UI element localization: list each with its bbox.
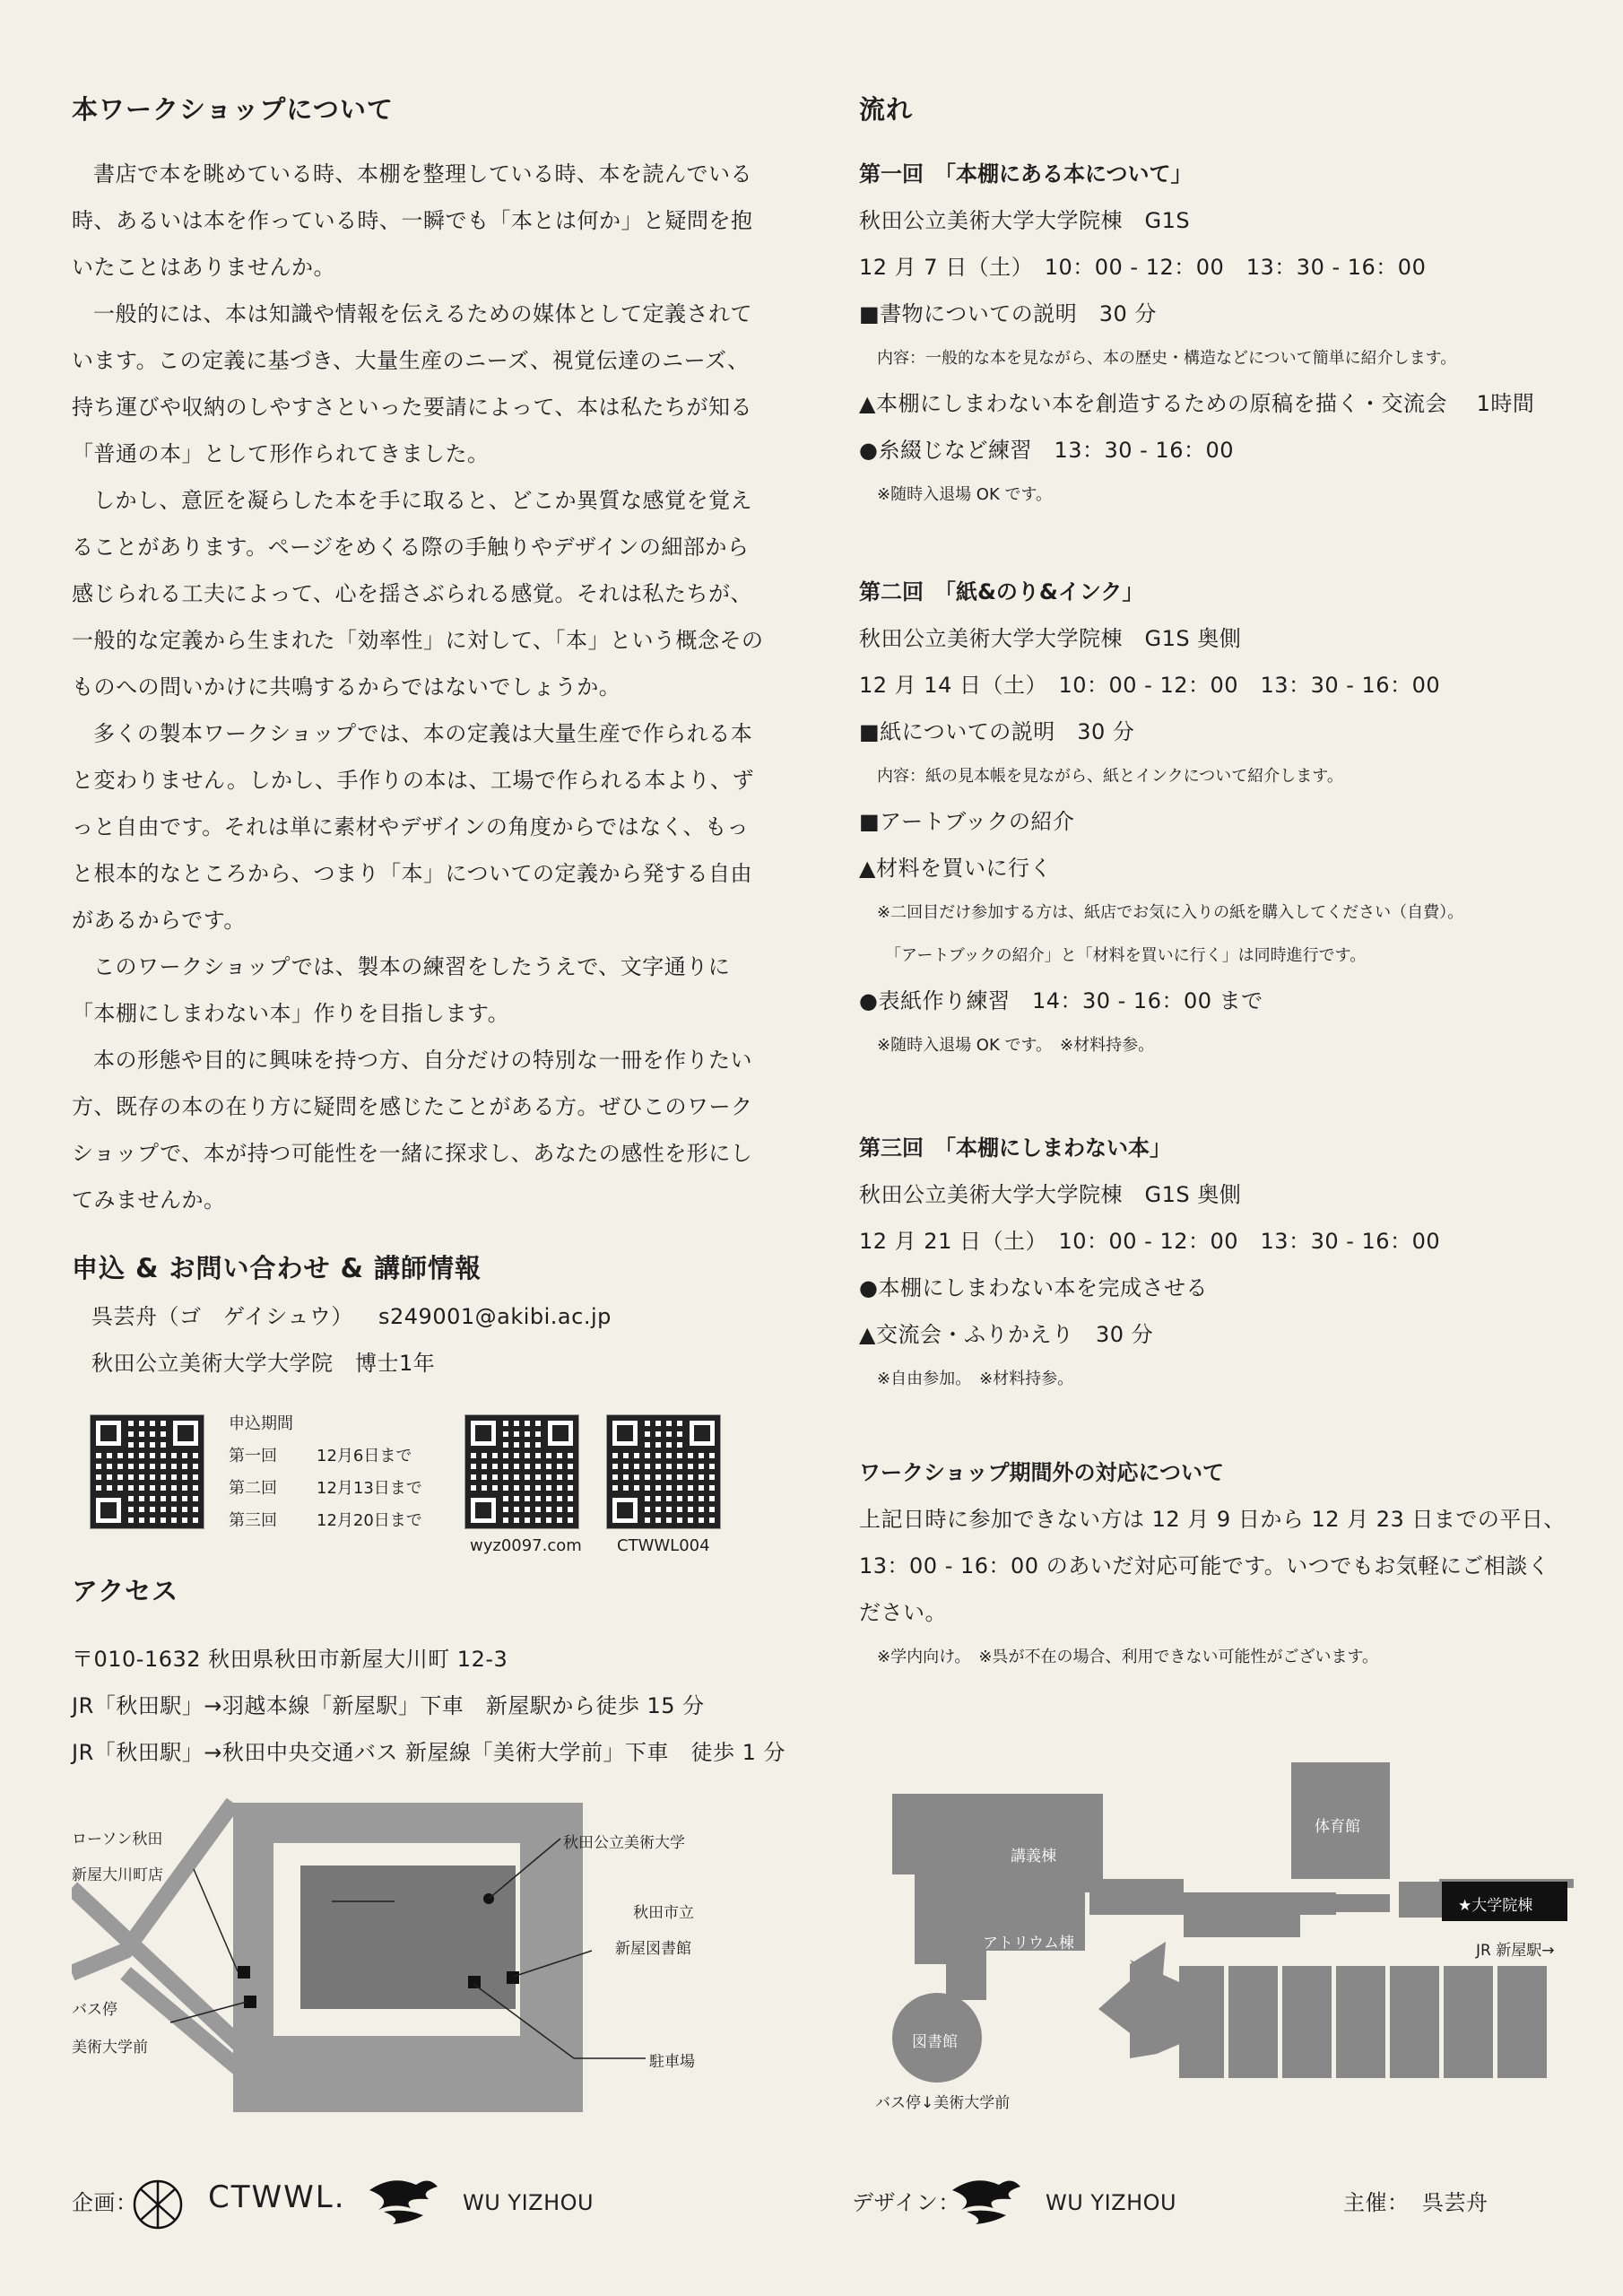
campus-map xyxy=(861,1758,1578,2117)
session-title: 第三回 「本棚にしまわない本」 xyxy=(859,1135,1171,1161)
session-item: ■紙についての説明 30 分 xyxy=(859,719,1135,744)
outside-text: ださい。 xyxy=(859,1600,947,1625)
instructor-email[interactable]: s249001@akibi.ac.jp xyxy=(378,1304,612,1329)
access-address: 〒010-1632 秋田県秋田市新屋大川町 12-3 xyxy=(72,1647,508,1672)
session-date: 12 月 21 日（土） 10：00 - 12：00 13：30 - 16：00 xyxy=(859,1229,1441,1254)
schedule-label: 第三回 xyxy=(229,1511,277,1530)
access-route-train: JR「秋田駅」→羽越本線「新屋駅」下車 新屋駅から徒歩 15 分 xyxy=(72,1693,705,1718)
schedule-date: 12月6日まで xyxy=(317,1447,412,1465)
session-note: 内容：一般的な本を見ながら、本の歴史・構造などについて簡単に紹介します。 xyxy=(877,349,1457,368)
access-route-bus: JR「秋田駅」→秋田中央交通バス 新屋線「美術大学前」下車 徒歩 1 分 xyxy=(72,1740,786,1765)
schedule-list xyxy=(229,1440,422,1537)
about-paragraph: 一般的には、本は知識や情報を伝えるための媒体として定義されています。この定義に基づき、大量生産のニーズ、視覚伝達のニーズ、持ち運びや収納のしやすさといった要請によって、本は私たちが知る「普通の本」として形作られてきました。 xyxy=(72,301,753,466)
outside-text: 上記日時に参加できない方は 12 月 9 日から 12 月 23 日までの平日、 xyxy=(859,1507,1566,1532)
session-place: 秋田公立美術大学大学院棟 G1S 奥側 xyxy=(859,1182,1242,1207)
session-item: ■書物についての説明 30 分 xyxy=(859,301,1157,326)
schedule-date: 12月13日まで xyxy=(317,1479,422,1498)
session-item: ▲材料を買いに行く xyxy=(859,856,1052,881)
map-label-grad-building: ★大学院棟 xyxy=(1458,1897,1533,1915)
designer-name: WU YIZHOU xyxy=(1046,2190,1177,2215)
planning-label: 企画： xyxy=(72,2190,138,2215)
session-date: 12 月 14 日（土） 10：00 - 12：00 13：30 - 16：00 xyxy=(859,673,1441,698)
session-note: ※二回目だけ参加する方は、紙店でお気に入りの紙を購入してください（自費）。 xyxy=(877,903,1464,922)
brush-logo-icon xyxy=(366,2172,441,2231)
map-label-lecture-hall: 講義棟 xyxy=(1011,1848,1056,1866)
logo-mark-icon xyxy=(131,2178,185,2231)
qr-label-website: wyz0097.com xyxy=(470,1536,582,1555)
qr-code-application[interactable] xyxy=(90,1414,204,1529)
access-lines xyxy=(72,1636,785,1776)
map-label-library: 秋田市立 xyxy=(633,1904,694,1922)
map-label-atrium: アトリウム棟 xyxy=(983,1935,1074,1952)
design-label: デザイン： xyxy=(852,2190,960,2215)
host-name: 呉芸舟 xyxy=(1422,2190,1488,2215)
campus-map-drawing xyxy=(861,1758,1578,2117)
session-note: 内容：紙の見本帳を見ながら、紙とインクについて紹介します。 xyxy=(877,767,1343,786)
session-title: 第二回 「紙&のり&インク」 xyxy=(859,579,1144,604)
session-3 xyxy=(859,1125,1576,1401)
brush-logo-icon xyxy=(949,2172,1024,2231)
map-label-parking: 駐車場 xyxy=(649,2053,695,2071)
map-label-lawson: ローソン秋田 xyxy=(72,1831,163,1848)
session-item: ●表紙作り練習 14：30 - 16：00 まで xyxy=(859,988,1263,1013)
session-note: ※随時入退場 OK です。 ※材料持参。 xyxy=(877,1036,1155,1055)
session-note: 「アートブックの紹介」と「材料を買いに行く」は同時進行です。 xyxy=(877,946,1367,965)
session-1 xyxy=(859,151,1576,517)
session-date: 12 月 7 日（土） 10：00 - 12：00 13：30 - 16：00 xyxy=(859,255,1427,280)
outside-period xyxy=(859,1449,1576,1679)
qr-label-ctwwl: CTWWL004 xyxy=(617,1536,710,1555)
host-label: 主催： xyxy=(1343,2190,1410,2215)
session-note: ※随時入退場 OK です。 xyxy=(877,485,1053,504)
session-title: 第一回 「本棚にある本について」 xyxy=(859,161,1193,187)
outside-text: 13：00 - 16：00 のあいだ対応可能です。いつでもお気軽にご相談く xyxy=(859,1553,1550,1578)
map-label-bus-stop: バス停 xyxy=(72,2001,117,2019)
map-label-jr-station: JR 新屋駅→ xyxy=(1476,1942,1555,1960)
outside-note: ※学内向け。 ※呉が不在の場合、利用できない可能性がございます。 xyxy=(877,1648,1379,1666)
schedule-label: 第二回 xyxy=(229,1479,277,1498)
about-body xyxy=(72,151,766,1223)
about-paragraph: 多くの製本ワークショップでは、本の定義は大量生産で作られる本と変わりません。しかし、手作りの本は、工場で作られる本より、ずっと自由です。それは単に素材やデザインの角度からではなく、もっと根本的なところから、つまり「本」についての定義から発する自由があるからです。 xyxy=(72,721,754,933)
about-paragraph: 書店で本を眺めている時、本棚を整理している時、本を読んでいる時、あるいは本を作っている時、一瞬でも「本とは何か」と疑問を抱いたことはありませんか。 xyxy=(72,161,753,280)
instructor-name: 呉芸舟（ゴ ゲイシュウ） xyxy=(91,1304,353,1329)
flow-heading: 流れ xyxy=(859,94,914,125)
outside-heading: ワークショップ期間外の対応について xyxy=(859,1460,1225,1485)
session-item: ▲交流会・ふりかえり 30 分 xyxy=(859,1322,1154,1347)
schedule-date: 12月20日まで xyxy=(317,1511,422,1530)
map-label-bus-stop: バス停↓美術大学前 xyxy=(875,2094,1011,2112)
about-paragraph: 本の形態や目的に興味を持つ方、自分だけの特別な一冊を作りたい方、既存の本の在り方に疑問を感じたことがある方。ぜひこのワークショップで、本が持つ可能性を一緒に探求し、あなたの感性を形にしてみませんか。 xyxy=(72,1048,753,1213)
map-label-lawson: 新屋大川町店 xyxy=(72,1866,163,1884)
schedule-title: 申込期間 xyxy=(229,1414,293,1433)
schedule-label: 第一回 xyxy=(229,1447,277,1465)
map-label-bus-stop: 美術大学前 xyxy=(72,2039,148,2057)
designer-name: WU YIZHOU xyxy=(463,2190,595,2215)
session-2 xyxy=(859,569,1576,1067)
about-paragraph: しかし、意匠を凝らした本を手に取ると、どこか異質な感覚を覚えることがあります。ページをめくる際の手触りやデザインの細部から感じられる工夫によって、心を揺さぶられる感覚。それは私たちが、一般的な定義から生まれた「効率性」に対して、「本」という概念そのものへの問いかけに共鳴するからではないでしょうか。 xyxy=(72,488,764,700)
map-label-library: 新屋図書館 xyxy=(615,1940,691,1958)
session-item: ■アートブックの紹介 xyxy=(859,809,1075,834)
session-note: ※自由参加。 ※材料持参。 xyxy=(877,1370,1074,1388)
session-item: ●糸綴じなど練習 13：30 - 16：00 xyxy=(859,438,1235,463)
access-heading: アクセス xyxy=(72,1576,179,1606)
session-item: ▲本棚にしまわない本を創造するための原稿を描く・交流会 1時間 xyxy=(859,391,1535,416)
about-heading: 本ワークショップについて xyxy=(72,94,394,125)
map-label-library: 図書館 xyxy=(912,2033,958,2051)
ctwwl-logo: CTWWL. xyxy=(208,2179,346,2215)
session-item: ●本棚にしまわない本を完成させる xyxy=(859,1275,1208,1300)
session-place: 秋田公立美術大学大学院棟 G1S xyxy=(859,208,1191,233)
map-label-university: 秋田公立美術大学 xyxy=(563,1834,685,1852)
qr-code-website[interactable] xyxy=(464,1414,579,1529)
instructor-affiliation: 秋田公立美術大学大学院 博士1年 xyxy=(91,1351,436,1376)
contact-heading: 申込 & お問い合わせ & 講師情報 xyxy=(72,1253,482,1283)
about-paragraph: このワークショップでは、製本の練習をしたうえで、文字通りに「本棚にしまわない本」作りを目指します。 xyxy=(72,954,731,1026)
qr-code-ctwwl[interactable] xyxy=(606,1414,721,1529)
map-label-gymnasium: 体育館 xyxy=(1315,1818,1360,1836)
session-place: 秋田公立美術大学大学院棟 G1S 奥側 xyxy=(859,626,1242,651)
area-map xyxy=(72,1794,789,2126)
